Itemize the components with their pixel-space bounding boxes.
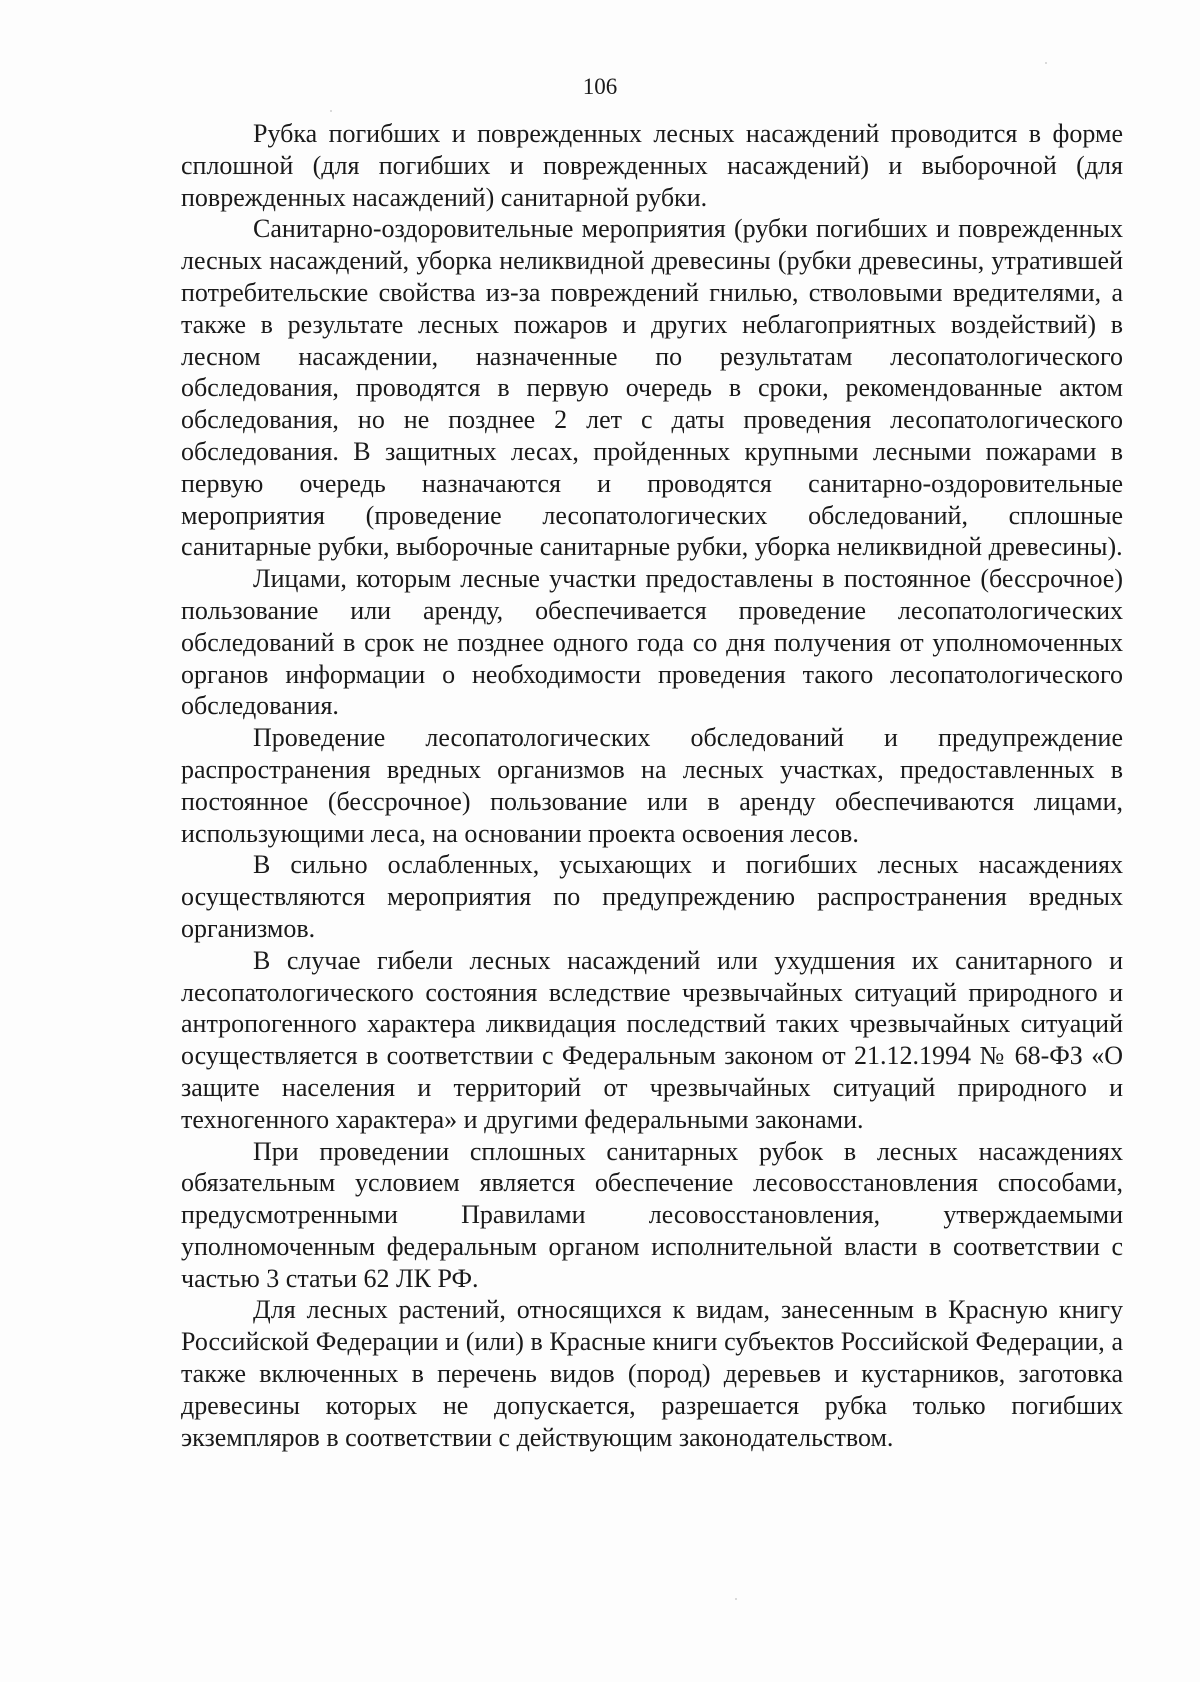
paragraph: Для лесных растений, относящихся к видам, занесенным в Красную книгу Российской Федерации и (или) в Красные книги субъектов Российской Федерации, а также включенных в перечень видов (пород) деревьев и кустарников, заготовка древесины которых не допускается, разрешается рубка только погибших экземпляров в соответствии с действующим законодательством. (181, 1295, 1123, 1452)
paragraph: Проведение лесопатологических обследований и предупреждение распространения вредных организмов на лесных участках, предоставленных в постоянное (бессрочное) пользование или в аренду обеспечиваются лицами, использующими леса, на основании проекта освоения лесов. (181, 723, 1123, 848)
scan-speck (1045, 62, 1047, 64)
scan-speck (330, 110, 332, 112)
scan-speck (735, 1598, 737, 1600)
paragraph: Санитарно-оздоровительные мероприятия (рубки погибших и поврежденных лесных насаждений, уборка неликвидной древесины (рубки древесины, утратившей потребительские свойства из-за повреждений гнилью, стволовыми вредителями, а также в результате лесных пожаров и других неблагоприятных воздействий) в лесном насаждении, назначенные по результатам лесопатологического обследования, проводятся в первую очередь в сроки, рекомендованные актом обследования, но не позднее 2 лет с даты проведения лесопатологического обследования. В защитных лесах, пройденных крупными лесными пожарами в первую очередь назначаются и проводятся санитарно-оздоровительные мероприятия (проведение лесопатологических обследований, сплошные санитарные рубки, выборочные санитарные рубки, уборка неликвидной древесины). (181, 214, 1123, 562)
paragraph: В сильно ослабленных, усыхающих и погибших лесных насаждениях осуществляются мероприятия по предупреждению распространения вредных организмов. (181, 850, 1123, 943)
paragraph: При проведении сплошных санитарных рубок в лесных насаждениях обязательным условием является обеспечение лесовосстановления способами, предусмотренными Правилами лесовосстановления, утверждаемыми уполномоченным федеральным органом исполнительной власти в соответствии с частью 3 статьи 62 ЛК РФ. (181, 1136, 1123, 1293)
page-number: 106 (582, 74, 618, 99)
paragraph: Рубка погибших и поврежденных лесных насаждений проводится в форме сплошной (для погибших и поврежденных насаждений) и выборочной (для поврежденных насаждений) санитарной рубки. (181, 119, 1123, 212)
paragraph: В случае гибели лесных насаждений или ухудшения их санитарного и лесопатологического состояния вследствие чрезвычайных ситуаций природного и антропогенного характера ликвидация последствий таких чрезвычайных ситуаций осуществляется в соответствии с Федеральным законом от 21.12.1994 № 68-ФЗ «О защите населения и территорий от чрезвычайных ситуаций природного и техногенного характера» и другими федеральными законами. (181, 945, 1123, 1134)
paragraph: Лицами, которым лесные участки предоставлены в постоянное (бессрочное) пользование или аренду, обеспечивается проведение лесопатологических обследований в срок не позднее одного года со дня получения от уполномоченных органов информации о необходимости проведения такого лесопатологического обследования. (181, 564, 1123, 721)
document-body (181, 118, 1123, 1453)
